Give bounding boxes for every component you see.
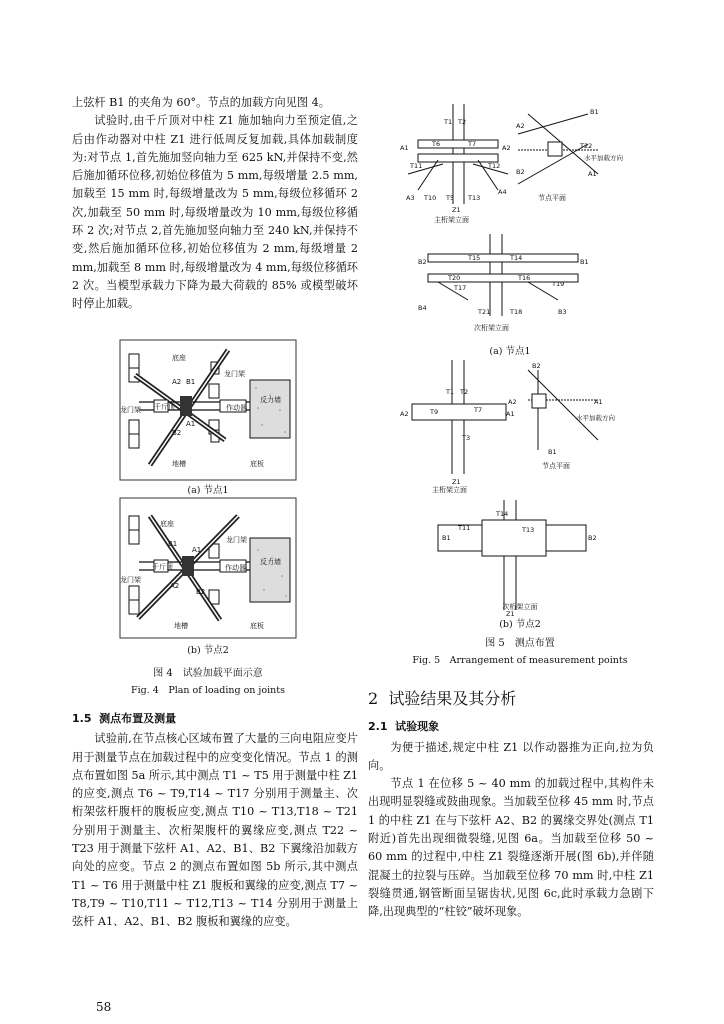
label-floor: 底板 <box>250 622 264 630</box>
tag: T1 <box>444 118 453 126</box>
plan-label: 节点平面 <box>538 194 566 202</box>
tag: T6 <box>432 140 441 148</box>
tag: T20 <box>448 274 461 282</box>
member: B2 <box>418 258 427 266</box>
section-number: 1.5 <box>72 712 92 725</box>
label-actuator: 作动器 <box>225 564 246 572</box>
tag: T7 <box>468 140 477 148</box>
main-elevation-label: 主桁架立面 <box>434 216 469 224</box>
label-wall: 反力墙 <box>260 396 281 404</box>
fig4b-subcaption: (b) 节点2 <box>187 645 229 656</box>
paragraph: 为便于描述,规定中柱 Z1 以作动器推为正向,拉为负向。 <box>368 740 654 772</box>
tag: T16 <box>518 274 531 282</box>
fig4-caption-cn: 图 4 试验加载平面示意 <box>153 668 263 679</box>
label-a2: A2 <box>172 378 182 386</box>
member: A2 <box>400 410 409 418</box>
left-column-bottom <box>72 706 358 932</box>
member: B1 <box>590 108 599 116</box>
tag: T18 <box>510 308 523 316</box>
plan-label: 节点平面 <box>542 462 570 470</box>
figure-5b-elevations <box>398 360 618 620</box>
paragraph: 试验前,在节点核心区域布置了大量的三向电阻应变片用于测量节点在加载过程中的应变变化情况。节点 1 的测点布置如图 5a 所示,其中测点 T1 ~ T5 用于测量中柱 Z1 的应变,测点 T6 ~ T9,T14 ~ T17 分别用于测量主、次桁架弦杆腹杆的腹板应变,测点 T10 ~ T13,T18 ~ T21 分别用于测量主、次桁架腹杆的翼缘应变,测点 T22 ~ T23 用于测量下弦杆 A1、A2、B1、B2 下翼缘沿加载方向处的应变。节点 2 的测点布置如图 5b 所示,其中测点 T1 ~ T6 用于测量中柱 Z1 腹板和翼缘的应变,测点 T7 ~ T8,T9 ~ T10,T11 ~ T12,T13 ~ T14 分别用于测量上弦杆 A1、A2、B1、B2 腹板和翼缘的应变。 <box>72 732 358 929</box>
label-actuator: 作动器 <box>226 404 247 412</box>
label-wall: 反力墙 <box>260 558 281 566</box>
label-jack: 千斤顶 <box>152 563 173 571</box>
label-b1: B1 <box>186 378 196 386</box>
fig4-caption-en: Fig. 4 Plan of loading on joints <box>131 685 285 696</box>
member: B4 <box>418 304 427 312</box>
member: A2 <box>508 398 517 406</box>
tag: T2 <box>458 118 467 126</box>
member: B1 <box>580 258 589 266</box>
secondary-elevation-label: 次桁架立面 <box>474 324 509 332</box>
member: B3 <box>558 308 567 316</box>
member: A3 <box>406 194 415 202</box>
label-b2: B2 <box>196 588 206 596</box>
member: A4 <box>498 188 507 196</box>
member: B2 <box>588 534 597 542</box>
right-column <box>368 690 654 922</box>
subsection-heading <box>368 718 654 736</box>
section-title: 试验结果及其分析 <box>388 689 517 708</box>
tag: T13 <box>522 526 535 534</box>
tag: T5 <box>446 194 455 202</box>
tag: T15 <box>468 254 481 262</box>
tag: T17 <box>454 284 467 292</box>
label-floor: 底板 <box>250 460 264 468</box>
member: A1 <box>588 170 597 178</box>
section-title: 测点布置及测量 <box>99 712 177 725</box>
figure-4b <box>120 498 296 638</box>
label-frame: 龙门架 <box>226 536 247 544</box>
label-a1: A1 <box>192 546 202 554</box>
section-heading <box>368 690 654 708</box>
tag: T14 <box>510 254 523 262</box>
subsection-number: 2.1 <box>368 720 388 734</box>
page-number: 58 <box>96 1000 112 1014</box>
member: A1 <box>506 410 515 418</box>
tag: T14 <box>496 510 509 518</box>
label-base: 底座 <box>160 520 174 528</box>
figure-5a-elevations <box>398 104 623 354</box>
column-label: Z1 <box>452 478 461 486</box>
paragraph: 试验时,由千斤顶对中柱 Z1 施加轴向力至预定值,之后由作动器对中柱 Z1 进行低周反复加载,具体加载制度为:对节点 1,首先施加竖向轴力至 625 kN,并保持不变,然后施加循环位移,初始位移值为 5 mm,每级增量 2.5 mm,加载至 15 mm 时,每级增量改为 5 mm,每级位移循环 2 次,加载至 50 mm 时,每级增量改为 10 mm,每级位移循环 2 次;对节点 2,首先施加竖向轴力至 240 kN,并保持不变,然后施加循环位移,初始位移值为 2 mm,每级增量 2 mm,加载至 8 mm 时,每级增量改为 4 mm,每级位移循环 2 次。当模型承载力下降为最大荷载的 85% 或模型破坏时停止加载。 <box>72 114 358 311</box>
left-column-top <box>72 94 358 314</box>
member: B2 <box>532 362 541 370</box>
tag: T9 <box>430 408 439 416</box>
member: A2 <box>516 122 525 130</box>
subsection-title: 试验现象 <box>395 720 440 734</box>
load-direction: 水平加载方向 <box>584 154 623 162</box>
fig5-caption-en: Fig. 5 Arrangement of measurement points <box>412 655 628 666</box>
label-trench: 地槽 <box>172 460 186 468</box>
tag: T3 <box>462 434 471 442</box>
label-base: 底座 <box>172 354 186 362</box>
section-heading <box>72 710 358 728</box>
member: B2 <box>516 168 525 176</box>
tag: T11 <box>410 162 423 170</box>
load-direction: 水平加载方向 <box>576 414 615 422</box>
tag: T12 <box>488 162 501 170</box>
label-b2: B2 <box>172 429 182 437</box>
tag: T21 <box>478 308 491 316</box>
fig5b-subcaption: (b) 节点2 <box>499 619 541 630</box>
label-a2: A2 <box>170 582 180 590</box>
tag: T11 <box>458 524 471 532</box>
tag: T2 <box>460 388 469 396</box>
fig5-caption-cn: 图 5 测点布置 <box>485 638 555 649</box>
tag: T22 <box>580 142 593 150</box>
figure-4a <box>120 340 296 480</box>
label-jack: 千斤顶 <box>154 403 175 411</box>
label-a1: A1 <box>186 420 196 428</box>
fig5-secondary-elevation-b: 次桁架立面 <box>502 603 538 611</box>
label-b1: B1 <box>168 540 178 548</box>
fig5a-subcaption: (a) 节点1 <box>489 346 531 357</box>
member: B1 <box>548 448 557 456</box>
label-frame-left: 龙门架 <box>120 576 141 584</box>
column-label: Z1 <box>452 206 461 214</box>
tag: T19 <box>552 280 565 288</box>
member: A1 <box>594 398 603 406</box>
paragraph: 节点 1 在位移 5 ~ 40 mm 的加载过程中,其构件未出现明显裂缝或鼓曲现象。当加载至位移 45 mm 时,节点 1 的中柱 Z1 在与下弦杆 A2、B2 的翼缘交界处(测点 T1 附近)首先出现细微裂缝,见图 6a。当加载至位移 50 ~ 60 mm 的过程中,中柱 Z1 裂缝逐渐开展(图 6b),并伴随混凝土的拉裂与压碎。当加载至位移 70 mm 时,中柱 Z1 裂缝贯通,钢管断面呈锯齿状,见图 6c,此时承载力急剧下降,出现典型的“柱铰”破坏现象。 <box>368 777 654 919</box>
fig4a-subcaption: (a) 节点1 <box>187 485 229 496</box>
label-frame: 龙门架 <box>224 370 245 378</box>
column-label: Z1 <box>506 610 515 618</box>
label-frame-left: 龙门架 <box>120 406 141 414</box>
tag: T1 <box>446 388 455 396</box>
member: A2 <box>502 144 511 152</box>
tag: T7 <box>474 406 483 414</box>
member: B1 <box>442 534 451 542</box>
member: A1 <box>400 144 409 152</box>
main-elevation-label: 主桁架立面 <box>432 486 467 494</box>
paragraph: 上弦杆 B1 的夹角为 60°。节点的加载方向见图 4。 <box>72 96 330 109</box>
label-trench: 地槽 <box>174 622 188 630</box>
tag: T10 <box>424 194 437 202</box>
tag: T13 <box>468 194 481 202</box>
section-number: 2 <box>368 689 379 708</box>
